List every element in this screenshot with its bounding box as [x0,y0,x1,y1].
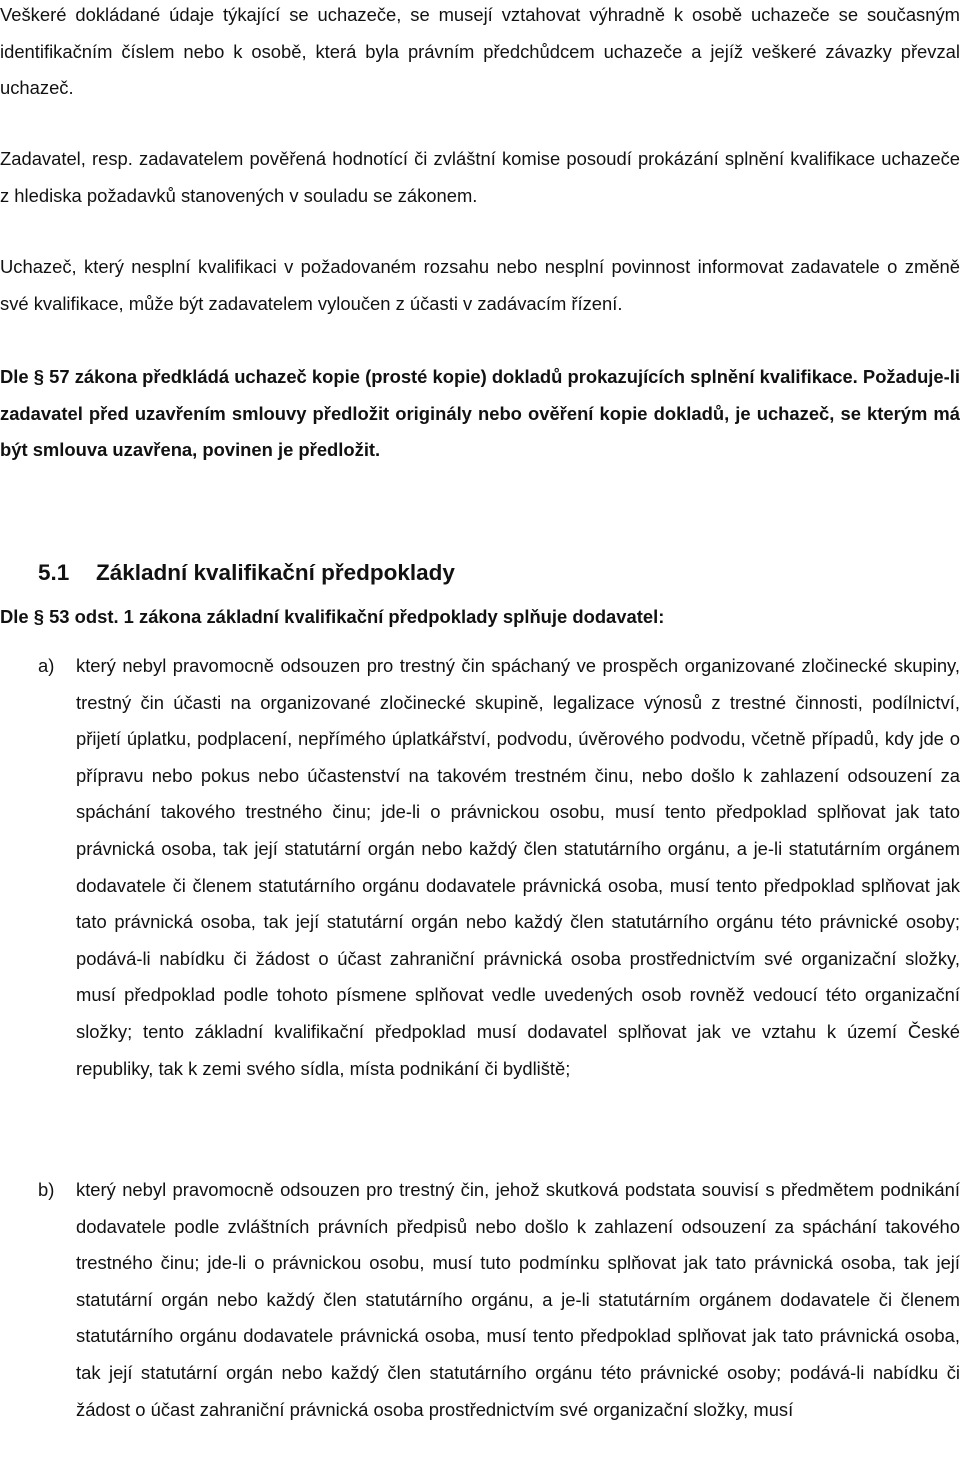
section-intro: Dle § 53 odst. 1 zákona základní kvalifikační předpoklady splňuje dodavatel: [0,606,665,627]
list-marker: b) [38,1179,55,1200]
list-marker: a) [38,655,55,676]
paragraph-posouzeni: Zadavatel, resp. zadavatelem pověřená hodnotící či zvláštní komise posoudí prokázání splnění kvalifikace uchazeče z hlediska požadavků stanovených v souladu se zákonem. [0,148,960,206]
section-heading [38,560,455,586]
list-item-text: který nebyl pravomocně odsouzen pro trestný čin spáchaný ve prospěch organizované zločinecké skupiny, trestný čin účasti na organizované zločinecké skupině, legalizace výnosů z trestné činnosti, podílnictví, přijetí úplatku, podplacení, nepřímého úplatkářství, podvodu, úvěrového podvodu, včetně případů, kdy jde o přípravu nebo pokus nebo účastenství na takovém trestném činu, nebo došlo k zahlazení odsouzení za spáchání takového trestného činu; jde-li o právnickou osobu, musí tento předpoklad splňovat jak tato právnická osoba, tak její statutární orgán nebo každý člen statutárního orgánu, a je-li statutárním orgánem dodavatele či členem statutárního orgánu dodavatele právnická osoba, musí tento předpoklad splňovat jak tato právnická osoba, tak její statutární orgán nebo každý člen statutárního orgánu této právnické osoby; podává-li nabídku či žádost o účast zahraniční právnická osoba prostřednictvím své organizační složky, musí předpoklad podle tohoto písmene splňovat vedle uvedených osob rovněž vedoucí této organizační složky; tento základní kvalifikační předpoklad musí dodavatel splňovat jak ve vztahu k území České republiky, tak k zemi svého sídla, místa podnikání či bydliště; [76,655,960,1079]
list-item-text: který nebyl pravomocně odsouzen pro trestný čin, jehož skutková podstata souvisí s předmětem podnikání dodavatele podle zvláštních právních předpisů nebo došlo k zahlazení odsouzení za spáchání takového trestného činu; jde-li o právnickou osobu, musí tuto podmínku splňovat jak tato právnická osoba, tak její statutární orgán nebo každý člen statutárního orgánu, a je-li statutárním orgánem dodavatele či členem statutárního orgánu dodavatele právnická osoba, musí tento předpoklad splňovat jak tato právnická osoba, tak její statutární orgán nebo každý člen statutárního orgánu této právnické osoby; podává-li nabídku či žádost o účast zahraniční právnická osoba prostřednictvím své organizační složky, musí [76,1179,960,1420]
paragraph-kopie-dokladu: Dle § 57 zákona předkládá uchazeč kopie (prosté kopie) dokladů prokazujících splnění kvalifikace. Požaduje-li zadavatel před uzavřením smlouvy předložit originály nebo ověření kopie dokladů, je uchazeč, se kterým má být smlouva uzavřena, povinen je předložit. [0,366,960,460]
paragraph-vylouceni: Uchazeč, který nesplní kvalifikaci v požadovaném rozsahu nebo nesplní povinnost informovat zadavatele o změně své kvalifikace, může být zadavatelem vyloučen z účasti v zadávacím řízení. [0,256,960,314]
section-number: 5.1 [38,560,70,585]
paragraph-doklady: Veškeré dokládané údaje týkající se uchazeče, se musejí vztahovat výhradně k osobě uchazeče se současným identifikačním číslem nebo k osobě, která byla právním předchůdcem uchazeče a jejíž veškeré závazky převzal uchazeč. [0,4,960,98]
section-title: Základní kvalifikační předpoklady [96,560,455,585]
